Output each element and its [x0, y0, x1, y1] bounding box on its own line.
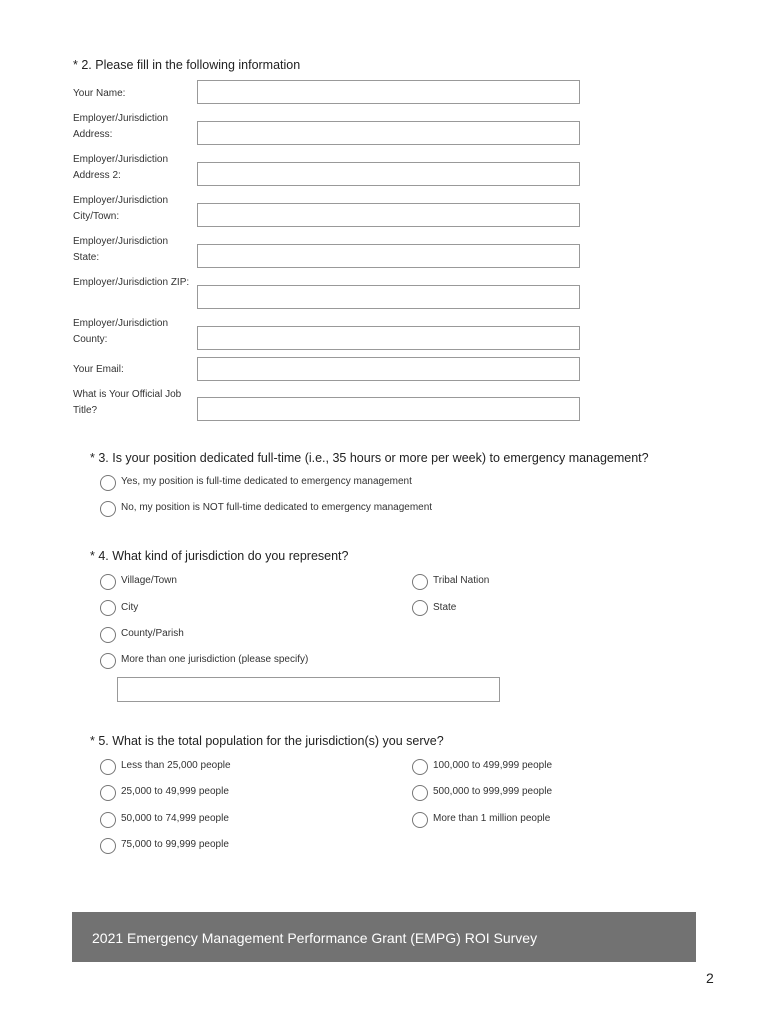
q3-radio-yes[interactable] [100, 475, 116, 491]
q4-specify-field[interactable] [117, 677, 500, 702]
label-city-town: Employer/Jurisdiction City/Town: [73, 195, 169, 222]
q4-option-tribal-nation: Tribal Nation [433, 575, 490, 586]
question-3-title: * 3. Is your position dedicated full-time (i.e., 35 hours or more per week) to emergency management? [90, 451, 649, 465]
q3-option-yes: Yes, my position is full-time dedicated to emergency management [121, 476, 412, 487]
survey-footer-bar [72, 912, 696, 962]
q5-option-25k-49k: 25,000 to 49,999 people [121, 786, 229, 797]
q4-radio-county-parish[interactable] [100, 627, 116, 643]
question-2-title: * 2. Please fill in the following information [73, 58, 301, 72]
label-job-title: What is Your Official Job Title? [73, 389, 182, 416]
label-address-2: Employer/Jurisdiction Address 2: [73, 154, 169, 181]
label-your-name: Your Name: [73, 88, 126, 99]
q5-radio-75k-99k[interactable] [100, 838, 116, 854]
q3-option-no: No, my position is NOT full-time dedicated to emergency management [121, 502, 433, 513]
state-field[interactable] [197, 244, 580, 268]
q5-option-75k-99k: 75,000 to 99,999 people [121, 839, 229, 850]
question-4-title: * 4. What kind of jurisdiction do you represent? [90, 549, 349, 563]
q4-radio-village-town[interactable] [100, 574, 116, 590]
q5-option-50k-74k: 50,000 to 74,999 people [121, 813, 229, 824]
page-number: 2 [706, 970, 714, 986]
email-field[interactable] [197, 357, 580, 381]
label-email: Your Email: [73, 364, 124, 375]
your-name-field[interactable] [197, 80, 580, 104]
q4-radio-state[interactable] [412, 600, 428, 616]
label-state: Employer/Jurisdiction State: [73, 236, 169, 263]
q5-radio-more-1m[interactable] [412, 812, 428, 828]
q4-radio-city[interactable] [100, 600, 116, 616]
q4-option-county-parish: County/Parish [121, 628, 184, 639]
q5-radio-500k-999k[interactable] [412, 785, 428, 801]
county-field[interactable] [197, 326, 580, 350]
address-field[interactable] [197, 121, 580, 145]
survey-title: 2021 Emergency Management Performance Grant (EMPG) ROI Survey [92, 930, 538, 946]
q3-radio-no[interactable] [100, 501, 116, 517]
q5-option-more-1m: More than 1 million people [433, 813, 551, 824]
q4-option-more-than-one: More than one jurisdiction (please specify) [121, 654, 309, 665]
q4-option-city: City [121, 602, 139, 613]
q5-radio-50k-74k[interactable] [100, 812, 116, 828]
q4-radio-tribal-nation[interactable] [412, 574, 428, 590]
label-zip: Employer/Jurisdiction ZIP: [73, 277, 190, 288]
label-county: Employer/Jurisdiction County: [73, 318, 169, 345]
q4-option-state: State [433, 602, 457, 613]
q5-option-less-25k: Less than 25,000 people [121, 760, 231, 771]
q5-radio-less-25k[interactable] [100, 759, 116, 775]
q4-radio-more-than-one[interactable] [100, 653, 116, 669]
q5-option-500k-999k: 500,000 to 999,999 people [433, 786, 552, 797]
q5-option-100k-499k: 100,000 to 499,999 people [433, 760, 552, 771]
address-2-field[interactable] [197, 162, 580, 186]
q5-radio-25k-49k[interactable] [100, 785, 116, 801]
job-title-field[interactable] [197, 397, 580, 421]
label-address: Employer/Jurisdiction Address: [73, 113, 169, 140]
zip-field[interactable] [197, 285, 580, 309]
q5-radio-100k-499k[interactable] [412, 759, 428, 775]
q4-option-village-town: Village/Town [121, 575, 177, 586]
city-town-field[interactable] [197, 203, 580, 227]
question-5-title: * 5. What is the total population for the jurisdiction(s) you serve? [90, 734, 444, 748]
